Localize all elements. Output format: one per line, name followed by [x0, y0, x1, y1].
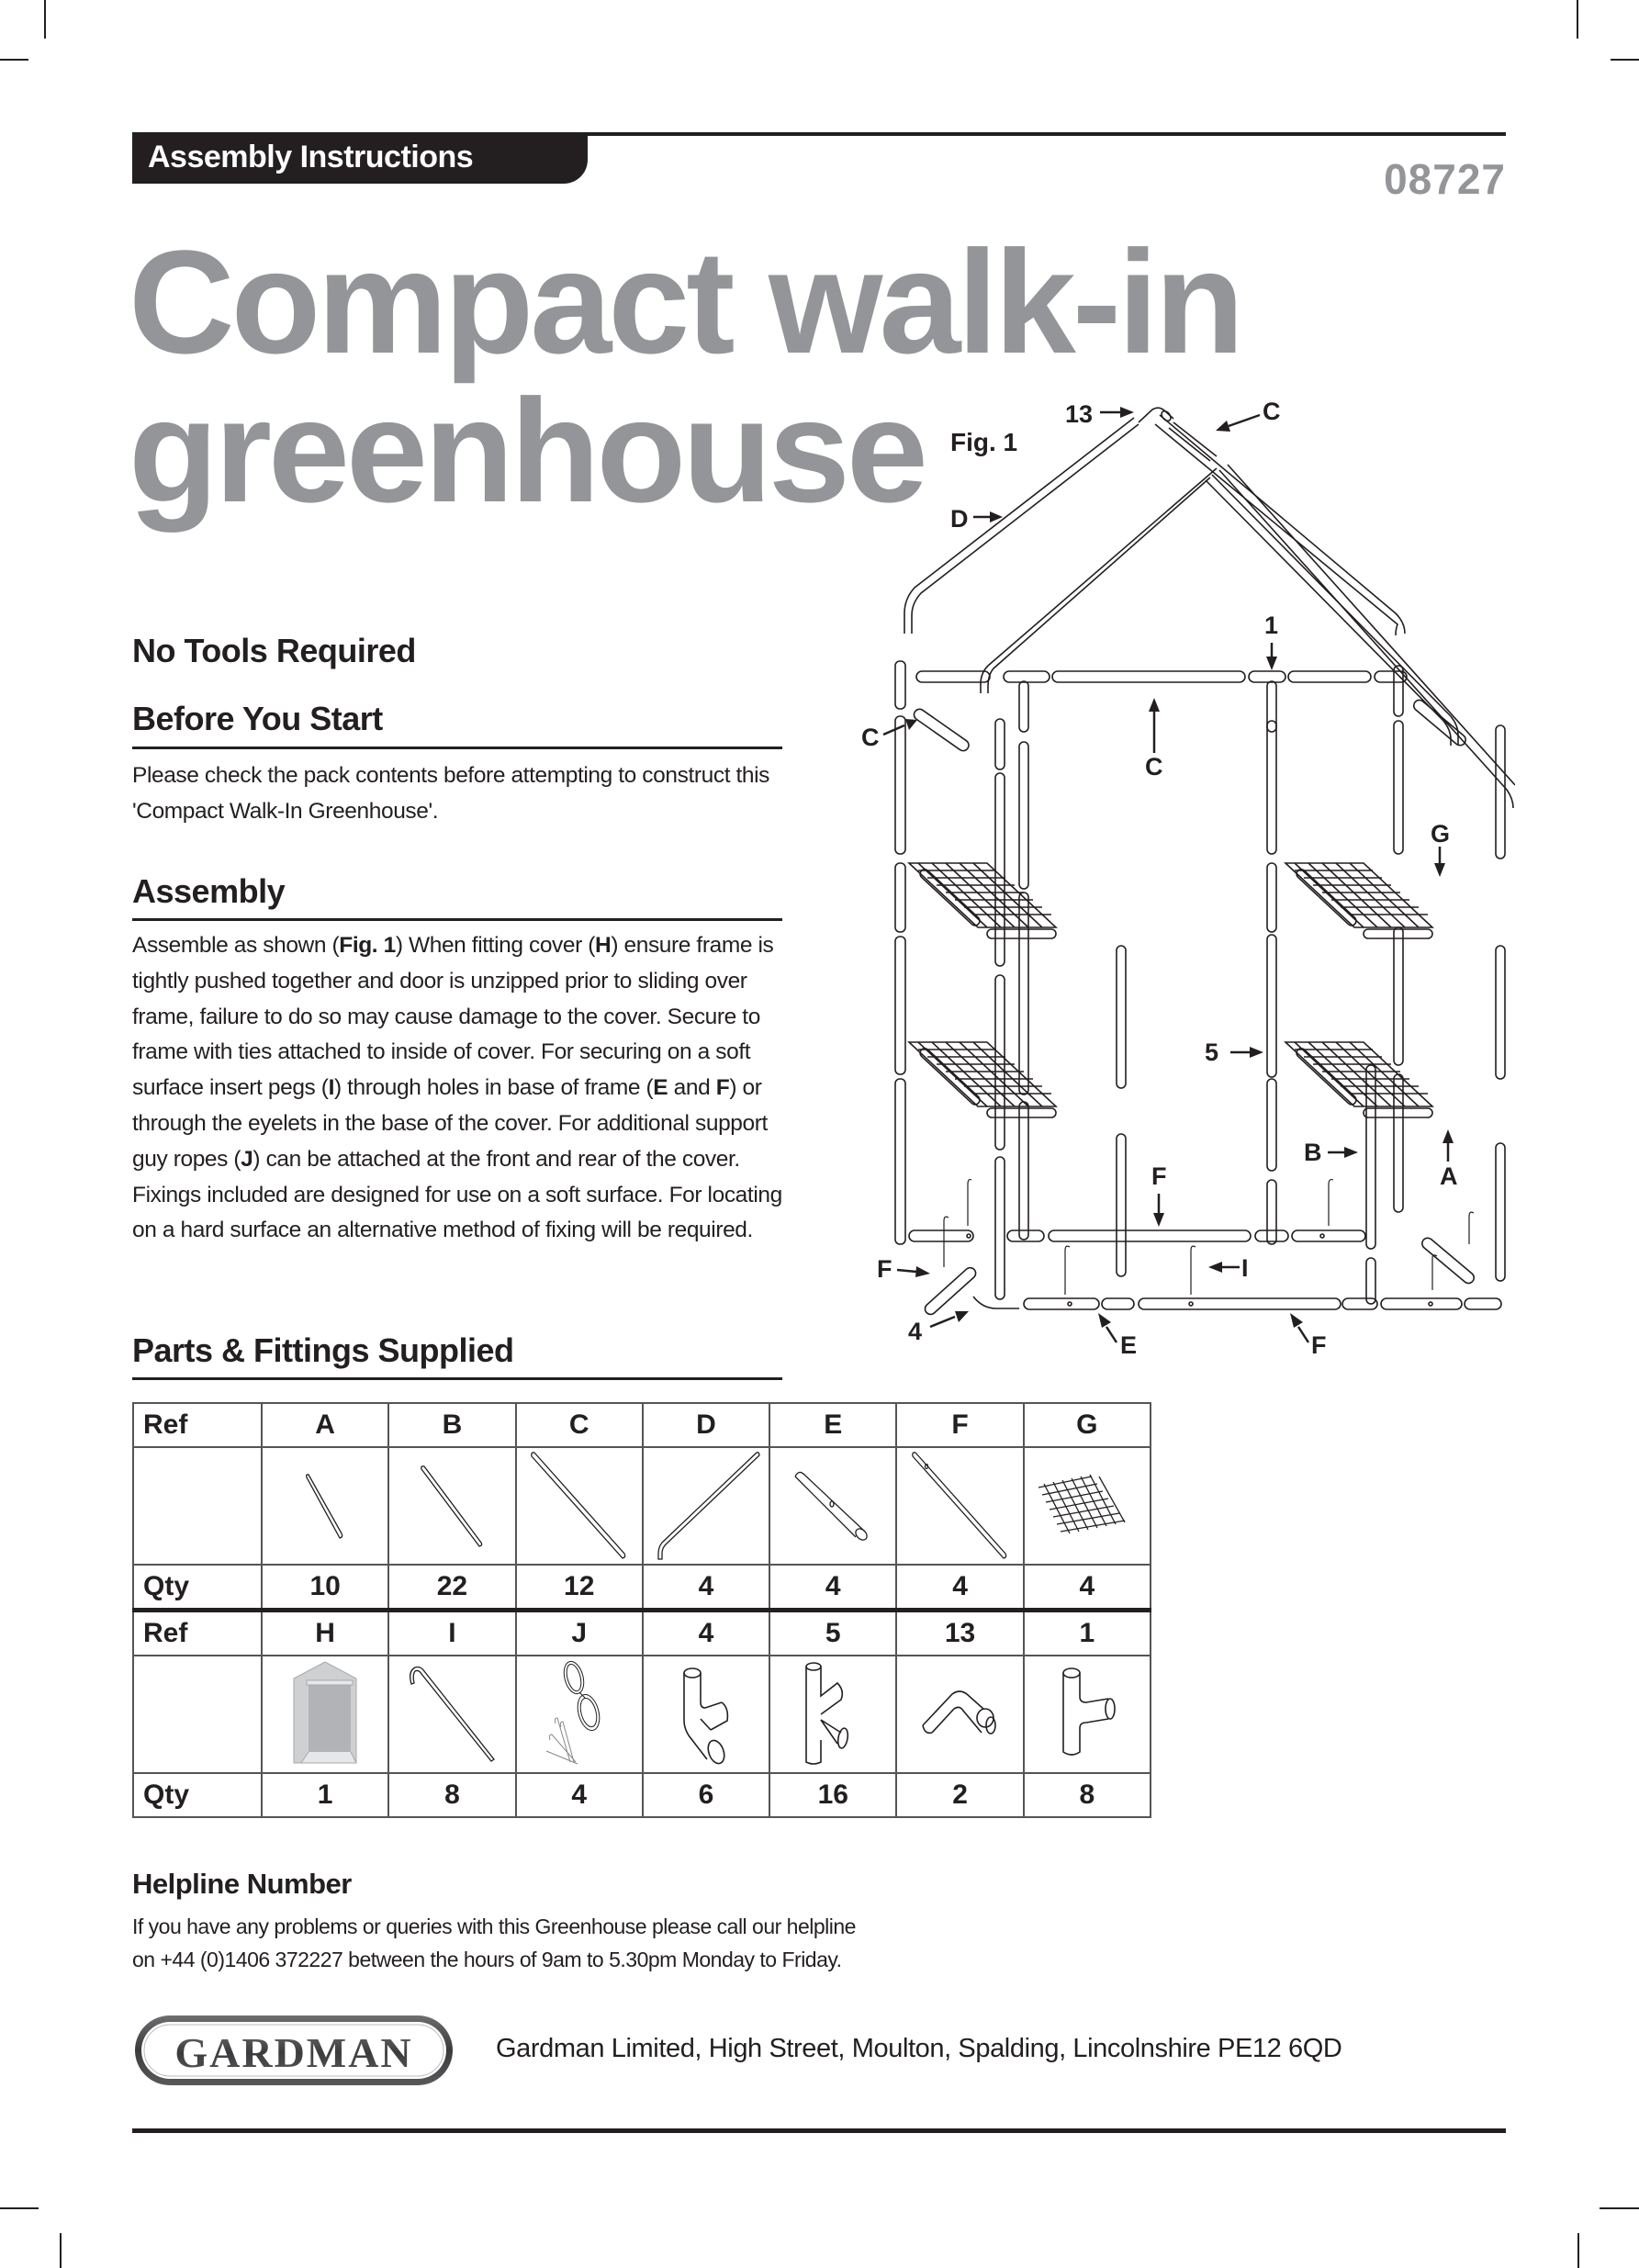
- part-ref: 5: [769, 1611, 896, 1656]
- section-label: Assembly Instructions: [148, 140, 474, 174]
- part-ref: A: [262, 1403, 388, 1447]
- crop-mark: [1611, 59, 1639, 61]
- crop-mark: [1577, 0, 1578, 39]
- qty-row: [133, 1565, 1151, 1611]
- crop-mark: [1577, 2233, 1579, 2268]
- qty-label: Qty: [133, 1565, 262, 1611]
- helpline-heading: Helpline Number: [132, 1868, 352, 1900]
- ground-peg-icon: [388, 1656, 515, 1773]
- helpline-line-2: on +44 (0)1406 372227 between the hours of 9am to 5.30pm Monday to Friday.: [132, 1948, 842, 1971]
- base-pole-with-hole-icon: [769, 1447, 896, 1565]
- greenhouse-cover-icon: [262, 1656, 388, 1773]
- short-pole-icon: [262, 1447, 388, 1565]
- parts-heading: Parts & Fittings Supplied: [132, 1331, 514, 1369]
- callout-4: 4: [908, 1318, 923, 1345]
- callout-f-mid: F: [1151, 1162, 1167, 1190]
- header-rule: [578, 132, 1506, 136]
- long-base-pole-icon: [896, 1447, 1023, 1565]
- frame-drawing: [895, 408, 1515, 1317]
- qty-row: [133, 1773, 1151, 1817]
- section-rule: [132, 918, 782, 921]
- assembly-text: [132, 928, 793, 1249]
- callout-c-left: C: [861, 724, 880, 751]
- crop-mark: [0, 2207, 39, 2209]
- part-qty: 10: [262, 1565, 388, 1611]
- title-line-1: Compact walk-in: [129, 219, 1241, 384]
- parts-table: [132, 1402, 1151, 1818]
- part-ref: E: [769, 1403, 896, 1447]
- empty-cell: [133, 1656, 262, 1773]
- guy-rope-icon: [516, 1656, 643, 1773]
- title-line-2: greenhouse: [129, 368, 925, 533]
- roof-pole-d-left-front: [904, 418, 1134, 634]
- base-rails: [909, 1230, 1501, 1317]
- icon-row: [133, 1656, 1151, 1773]
- part-ref: B: [388, 1403, 515, 1447]
- part-ref: 4: [643, 1611, 769, 1656]
- part-qty: 4: [516, 1773, 643, 1817]
- part-qty: 12: [516, 1565, 643, 1611]
- part-ref: H: [262, 1611, 388, 1656]
- helpline-text: [132, 1910, 856, 1976]
- part-qty: 2: [896, 1773, 1023, 1817]
- part-ref: 13: [896, 1611, 1023, 1656]
- part-ref: 1: [1024, 1611, 1151, 1656]
- t-connector-icon: [1024, 1656, 1151, 1773]
- part-ref: J: [516, 1611, 643, 1656]
- product-code: 08727: [1384, 155, 1506, 203]
- callout-13: 13: [1065, 400, 1094, 428]
- ref-label: Ref: [133, 1611, 262, 1656]
- text-run: ) ensure frame is tightly pushed together and door is unzipped prior to sliding over frame, failure to do so may cause damage to the cover. Secure to frame with ties attached to inside of cover. For securing on a soft surface insert pegs (: [132, 933, 774, 1101]
- callout-1: 1: [1264, 612, 1279, 639]
- icon-row: [133, 1447, 1151, 1565]
- part-ref: F: [896, 1403, 1023, 1447]
- text-run: ) When fitting cover (: [395, 933, 596, 958]
- part-qty: 6: [643, 1773, 769, 1817]
- callout-e: E: [1120, 1331, 1138, 1359]
- bold-reference: F: [715, 1075, 730, 1101]
- corner-connector-icon: [643, 1656, 769, 1773]
- part-ref: G: [1024, 1403, 1151, 1447]
- ref-label: Ref: [133, 1403, 262, 1447]
- text-run: and: [668, 1075, 716, 1101]
- ref-row: [133, 1611, 1151, 1656]
- apex-connector-icon: [896, 1656, 1023, 1773]
- crop-mark: [60, 2233, 62, 2268]
- text-run: ) through holes in base of frame (: [333, 1075, 654, 1101]
- company-address: Gardman Limited, High Street, Moulton, Spalding, Lincolnshire PE12 6QD: [496, 2034, 1342, 2063]
- callout-5: 5: [1205, 1039, 1219, 1066]
- callout-f-left: F: [877, 1255, 892, 1283]
- before-you-start-text: Please check the pack contents before attempting to construct this 'Compact Walk-In Greenhouse'.: [132, 763, 770, 824]
- callout-c-mid: C: [1145, 753, 1163, 780]
- part-qty: 4: [769, 1565, 896, 1611]
- qty-label: Qty: [133, 1773, 262, 1817]
- part-qty: 1: [262, 1773, 388, 1817]
- part-ref: I: [388, 1611, 515, 1656]
- callout-f-bottom: F: [1311, 1331, 1327, 1359]
- no-tools-heading: No Tools Required: [132, 632, 416, 669]
- section-rule: [132, 1377, 782, 1380]
- callout-g: G: [1431, 820, 1451, 848]
- part-qty: 22: [388, 1565, 515, 1611]
- bold-reference: Fig. 1: [339, 933, 396, 958]
- callout-arrows: [883, 407, 1454, 1342]
- before-you-start-heading: Before You Start: [132, 700, 383, 737]
- text-run: ) can be attached at the front and rear of the cover. Fixings included are designed for use on a soft surface. For locating on a hard surface an alternative method of fixing will be required.: [132, 1146, 782, 1243]
- figure-caption: Fig. 1: [950, 428, 1018, 456]
- gardman-logo: [133, 2014, 455, 2087]
- footer-rule: [132, 2128, 1506, 2133]
- part-ref: C: [516, 1403, 643, 1447]
- crop-mark: [44, 0, 46, 39]
- wire-shelves: [909, 863, 1432, 1117]
- bold-reference: J: [241, 1146, 253, 1172]
- empty-cell: [133, 1447, 262, 1565]
- medium-pole-icon: [388, 1447, 515, 1565]
- bold-reference: E: [653, 1075, 668, 1101]
- text-run: ) or through the eyelets in the base of the cover. For additional support guy ropes (: [132, 1075, 768, 1172]
- part-qty: 4: [1024, 1565, 1151, 1611]
- part-qty: 4: [896, 1565, 1023, 1611]
- bold-reference: I: [328, 1075, 334, 1101]
- part-qty: 8: [388, 1773, 515, 1817]
- crop-mark: [0, 59, 28, 61]
- ref-row: [133, 1403, 1151, 1447]
- text-run: Assemble as shown (: [132, 933, 340, 958]
- roof-pole-d-left-front-inner: [912, 424, 1139, 634]
- section-banner: [132, 132, 588, 184]
- bold-reference: H: [595, 933, 612, 958]
- callout-i: I: [1241, 1254, 1249, 1282]
- bent-roof-pole-icon: [643, 1447, 769, 1565]
- cross-connector-icon: [769, 1656, 896, 1773]
- wire-shelf-icon: [1024, 1447, 1151, 1565]
- crop-mark: [1600, 2207, 1639, 2209]
- logo-text: GARDMAN: [174, 2029, 413, 2076]
- assembly-heading: Assembly: [132, 872, 286, 910]
- callout-b: B: [1304, 1139, 1322, 1166]
- long-pole-icon: [516, 1447, 643, 1565]
- part-qty: 4: [643, 1565, 769, 1611]
- part-qty: 8: [1024, 1773, 1151, 1817]
- vertical-poles: [895, 661, 1505, 1304]
- part-ref: D: [643, 1403, 769, 1447]
- helpline-line-1: If you have any problems or queries with this Greenhouse please call our helpline: [132, 1914, 856, 1938]
- assembly-figure: [854, 386, 1515, 1377]
- callout-d: D: [950, 505, 969, 533]
- callout-a: A: [1440, 1162, 1458, 1190]
- section-rule: [132, 747, 782, 749]
- callout-c-top: C: [1263, 398, 1281, 425]
- part-qty: 16: [769, 1773, 896, 1817]
